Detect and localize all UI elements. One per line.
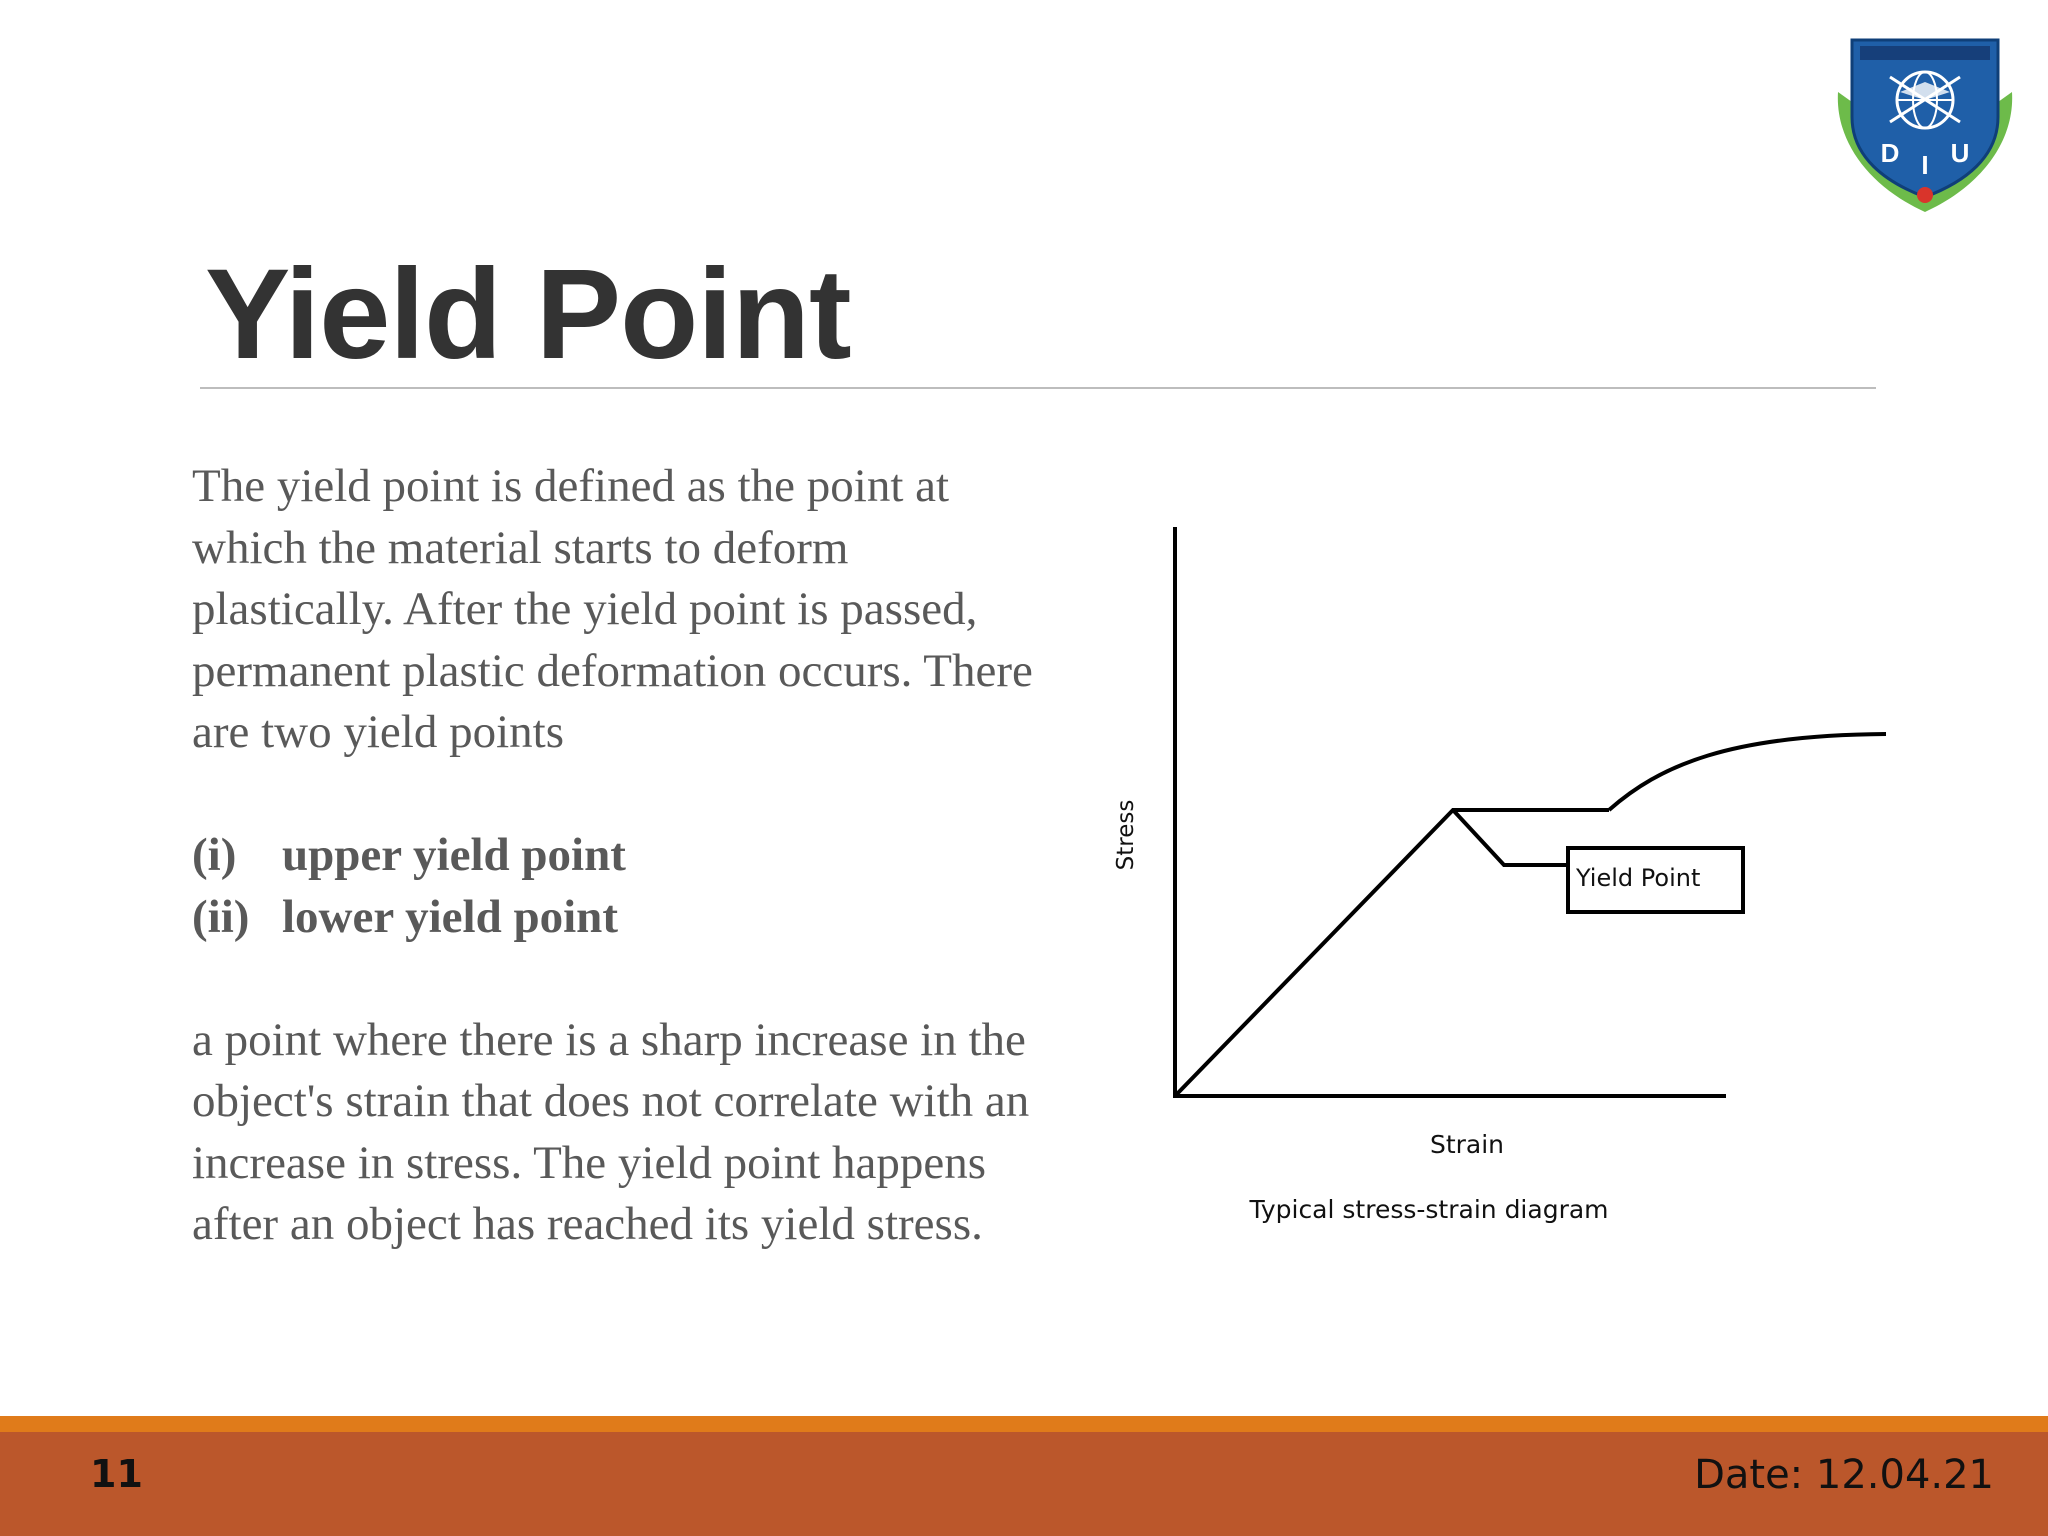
- x-axis-label: Strain: [1429, 1130, 1505, 1159]
- body-line: The yield point is defined as the point at: [192, 460, 950, 512]
- university-logo: [1830, 22, 2020, 218]
- body-line: after an object has reached its yield stress.: [192, 1198, 983, 1250]
- logo-letter-u: U: [1950, 138, 1970, 168]
- slide-body: [192, 456, 1092, 1256]
- hardening-curve: [1609, 734, 1886, 810]
- list-text: lower yield point: [282, 890, 618, 943]
- body-line: which the material starts to deform: [192, 521, 849, 574]
- y-axis-label: Stress: [1113, 799, 1139, 871]
- diu-crest-icon: [1838, 40, 2012, 212]
- elastic-curve: [1175, 810, 1609, 1096]
- slide-number: 11: [90, 1452, 143, 1496]
- slide-date: Date: 12.04.21: [1694, 1452, 1994, 1498]
- body-line: increase in stress. The yield point happens: [192, 1136, 987, 1189]
- body-line: a point where there is a sharp increase in the: [192, 1013, 1026, 1066]
- diagram-caption: Typical stress-strain diagram: [1249, 1195, 1609, 1224]
- list-item-upper-yield: [192, 825, 1092, 887]
- footer-accent-bar: [0, 1416, 2048, 1432]
- stress-strain-diagram: [1090, 500, 1900, 1250]
- list-item-lower-yield: [192, 887, 1092, 949]
- yield-drop-line: [1453, 810, 1567, 865]
- yield-point-label: Yield Point: [1576, 864, 1701, 892]
- list-text: upper yield point: [282, 829, 626, 881]
- paragraph-gap: [192, 764, 1092, 826]
- logo-letter-d: D: [1880, 138, 1900, 168]
- body-line: plastically. After the yield point is passed,: [192, 583, 978, 635]
- list-number: (i): [192, 829, 237, 881]
- paragraph-gap: [192, 948, 1092, 1010]
- body-line: are two yield points: [192, 706, 565, 758]
- list-number: (ii): [192, 890, 250, 943]
- slide-title: Yield Point: [205, 243, 851, 386]
- title-divider: [200, 387, 1876, 389]
- logo-letter-i: I: [1921, 150, 1929, 180]
- body-line: object's strain that does not correlate with an: [192, 1075, 1030, 1127]
- body-line: permanent plastic deformation occurs. There: [192, 644, 1033, 697]
